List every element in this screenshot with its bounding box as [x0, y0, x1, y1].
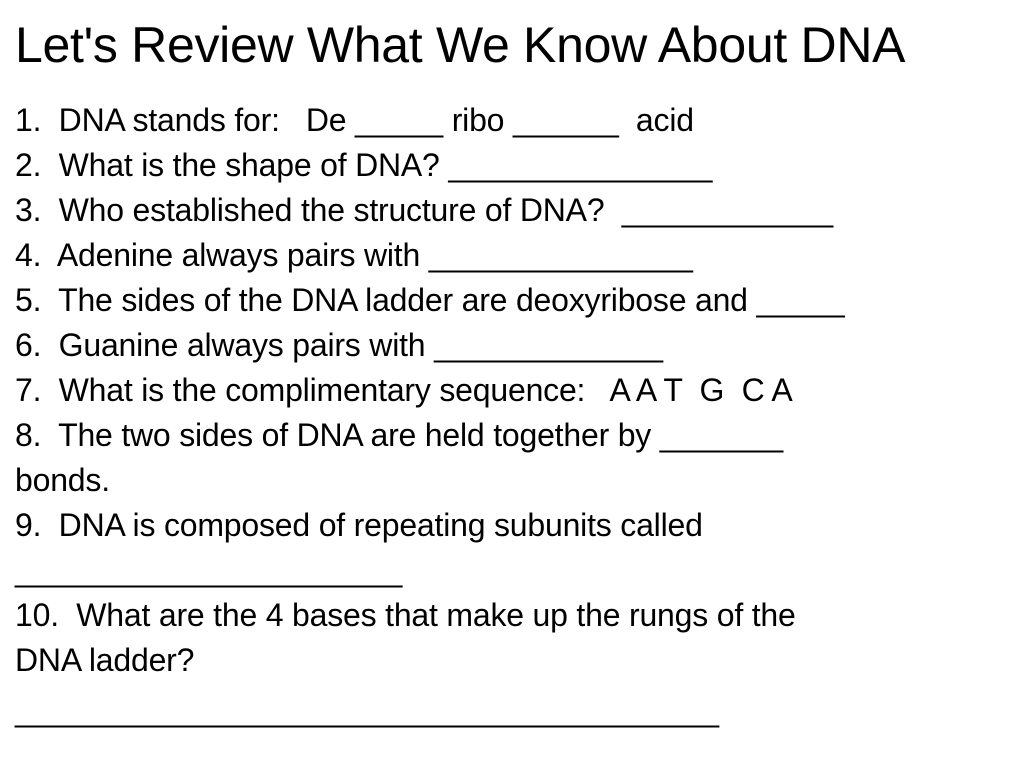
question-3-line: 3. Who established the structure of DNA? ____________ [15, 192, 833, 228]
question-9-line: 9. DNA is composed of repeating subunits called [15, 507, 703, 543]
question-5-line: 5. The sides of the DNA ladder are deoxyribose and _____ [15, 282, 845, 318]
question-7-line: 7. What is the complimentary sequence: A A T G C A [15, 372, 793, 408]
slide-title: Let's Review What We Know About DNA [15, 17, 906, 73]
question-8-line: 8. The two sides of DNA are held together by _______ [15, 417, 783, 453]
question-8-continuation: bonds. [15, 462, 110, 498]
question-10-answer-blank: ________________________________________ [15, 692, 719, 728]
question-1-line: 1. DNA stands for: De _____ ribo ______ acid [15, 102, 694, 138]
question-9-answer-blank: ______________________ [15, 552, 403, 588]
question-2-line: 2. What is the shape of DNA? _______________ [15, 147, 713, 183]
question-10-line: 10. What are the 4 bases that make up the rungs of the [15, 597, 796, 633]
question-4-line: 4. Adenine always pairs with _______________ [15, 237, 693, 273]
question-6-line: 6. Guanine always pairs with _____________ [15, 327, 663, 363]
question-10-continuation: DNA ladder? [15, 642, 195, 678]
